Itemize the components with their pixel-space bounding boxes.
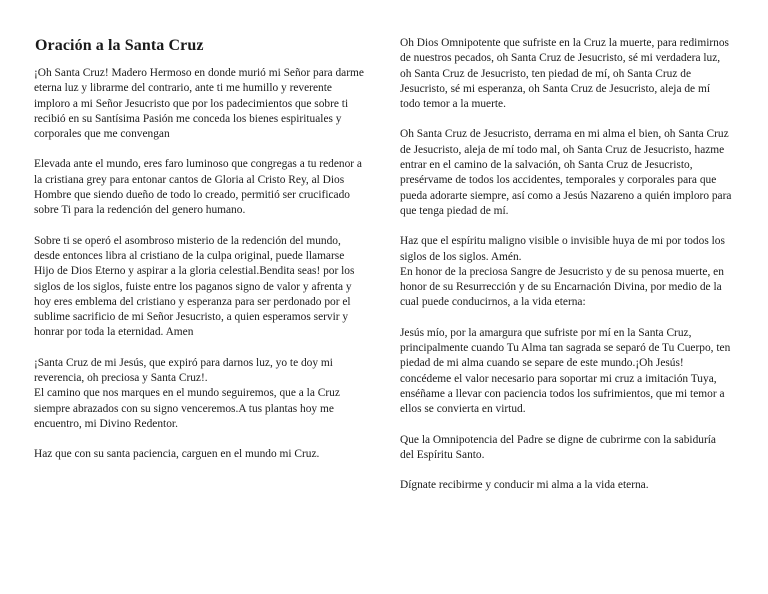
paragraph: Oh Santa Cruz de Jesucristo, derrama en mi alma el bien, oh Santa Cruz de Jesucristo, aleja de mí todo mal, oh Santa Cruz de Jesucristo, hazme entrar en el camino de la salvación, oh Santa Cruz de Jesucristo, presérvame de todos los accidentes, temporales y corporales para que pueda adorarte siempre, así como a Jesús Nazareno a quién imploro para que tenga piedad de mí. — [400, 128, 732, 217]
paragraph: Haz que con su santa paciencia, carguen en el mundo mi Cruz. — [34, 448, 320, 461]
right-column — [400, 36, 732, 508]
paragraph: Jesús mío, por la amargura que sufriste por mí en la Santa Cruz, principalmente cuando Tu Alma tan sagrada se separó de Tu Cuerpo, ten piedad de mi alma cuando se separe de este mundo.¡Oh Jesús! concédeme el valor necesario para soportar mi cruz a imitación Tuya, enséñame a llevar con paciencia todos los sufrimientos, que mi temor a ellos se convierta en virtud. — [400, 326, 731, 416]
paragraph: Haz que el espíritu maligno visible o invisible huya de mi por todos los siglos de los siglos. Amén. En honor de la preciosa Sangre de Jesucristo y de su penosa muerte, en honor de su Resurrección y de su Encarnación Divina, por medio de la cual puede conducirnos, a la vida eterna: — [400, 235, 725, 309]
paragraph: ¡Santa Cruz de mi Jesús, que expiró para darnos luz, yo te doy mi reverencia, oh preciosa y Santa Cruz!. El camino que nos marques en el mundo seguiremos, que a la Cruz siempre abrazados con su signo venceremos.A tus plantas hoy me encuentro, mi Divino Redentor. — [34, 356, 340, 430]
paragraph: Elevada ante el mundo, eres faro luminoso que congregas a tu redenor a la cristiana grey para entonar cantos de Gloria al Cristo Rey, al Dios Hombre que siendo dueño de todo lo creado, permitió ser crucificado sobre Ti para la redención del genero humano. — [34, 158, 362, 217]
paragraph: Sobre ti se operó el asombroso misterio de la redención del mundo, desde entonces libra al cristiano de la culpa original, puede llamarse Hijo de Dios Eterno y aspirar a la gloria celestial.Bendita seas! por los siglos de los siglos, fuiste entre los paganos signo de valor y afrenta y hoy eres emblema del cristiano y esperanza para ser perdonado por el sublime sacrificio de mi Señor Jesucristo, a quien esperamos servir y honrar por toda la eternidad. Amen — [34, 234, 355, 339]
page-title: Oración a la Santa Cruz — [35, 37, 204, 54]
paragraph: ¡Oh Santa Cruz! Madero Hermoso en donde murió mi Señor para darme eterna luz y librarme del contrario, ante ti me humillo y reverente imploro a mi Señor Jesucristo que por los padecimientos que sobre ti recibió en su Santísima Pasión me conceda los bienes espirituales y corporales que me convengan — [34, 67, 364, 141]
paragraph: Oh Dios Omnipotente que sufriste en la Cruz la muerte, para redimirnos de nuestros pecados, oh Santa Cruz de Jesucristo, sé mi verdadera luz, oh Santa Cruz de Jesucristo, ten piedad de mí, oh Santa Cruz de Jesucristo, sé mi esperanza, oh Santa Cruz de Jesucristo, aleja de mí todo temor a la muerte. — [400, 37, 729, 111]
left-column — [34, 36, 366, 478]
paragraph: Dígnate recibirme y conducir mi alma a la vida eterna. — [400, 479, 649, 492]
paragraph: Que la Omnipotencia del Padre se digne de cubrirme con la sabiduría del Espíritu Santo. — [400, 433, 716, 461]
